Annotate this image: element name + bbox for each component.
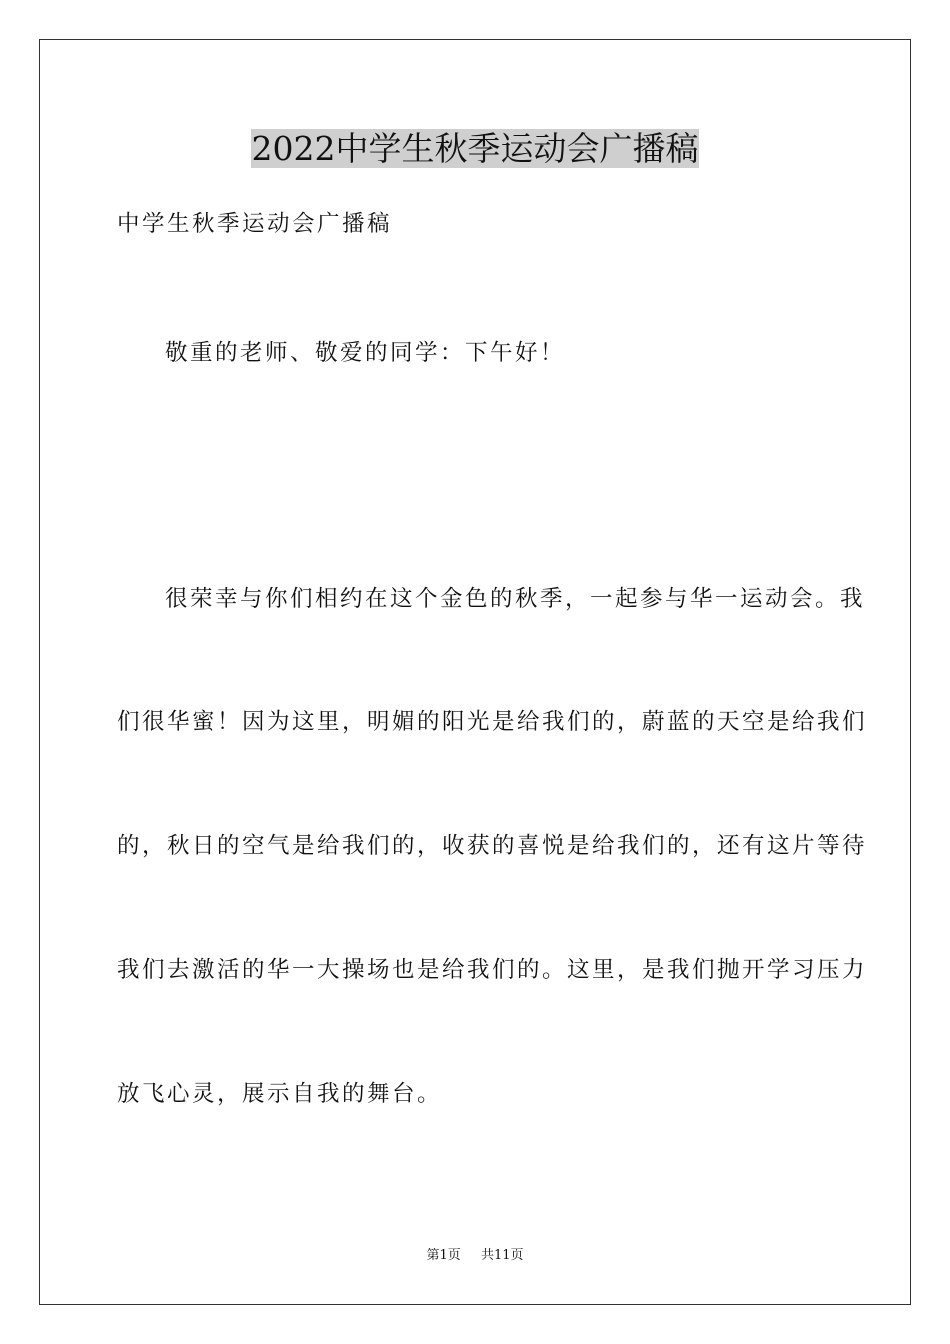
document-title xyxy=(0,128,950,170)
body-line: 我们去激活的华一大操场也是给我们的。这里，是我们抛开学习压力 xyxy=(117,957,868,983)
body-line: 的，秋日的空气是给我们的，收获的喜悦是给我们的，还有这片等待 xyxy=(117,833,868,859)
page-footer xyxy=(0,1247,950,1265)
body-line: 们很华蜜！因为这里，明媚的阳光是给我们的，蔚蓝的天空是给我们 xyxy=(117,709,868,735)
document-subtitle: 中学生秋季运动会广播稿 xyxy=(117,211,393,237)
document-title-text: 2022中学生秋季运动会广播稿 xyxy=(251,129,699,168)
page-number: 第1页 xyxy=(426,1248,461,1263)
body-line: 很荣幸与你们相约在这个金色的秋季，一起参与华一运动会。我 xyxy=(165,586,866,612)
greeting-paragraph: 敬重的老师、敬爱的同学：下午好！ xyxy=(165,340,566,366)
total-pages: 共11页 xyxy=(480,1248,524,1263)
body-line: 放飞心灵，展示自我的舞台。 xyxy=(117,1081,443,1107)
